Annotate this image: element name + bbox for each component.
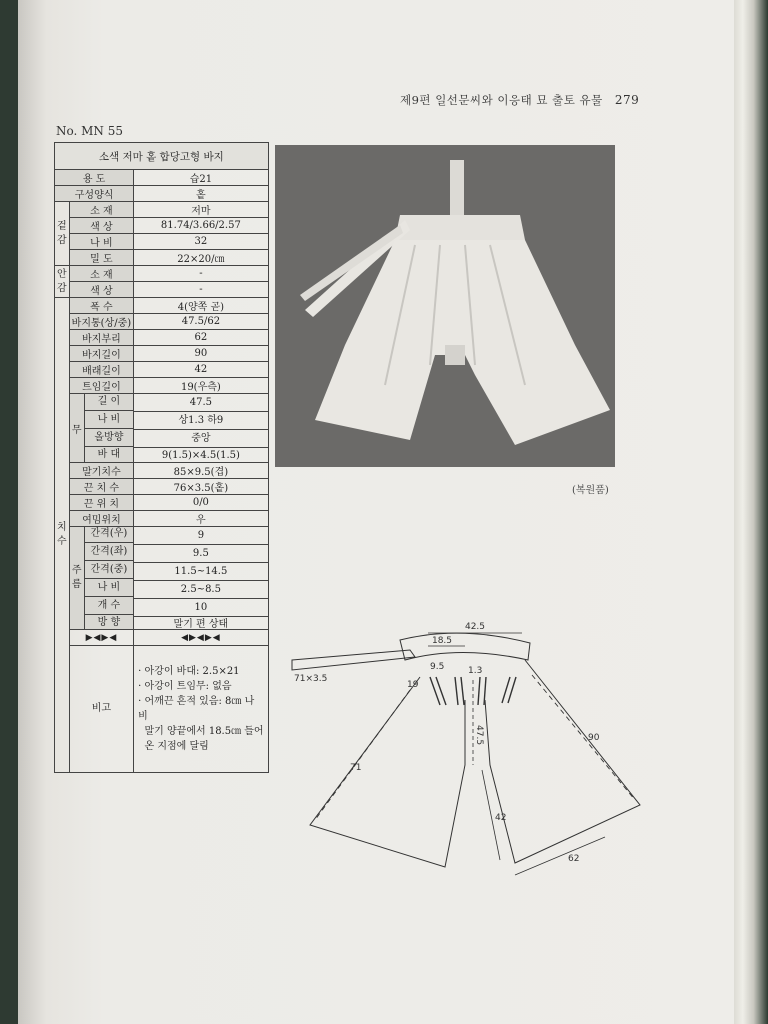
lining-material-label: 소 재	[69, 266, 133, 282]
left-leg-length-label: 71	[350, 763, 362, 773]
record-number: No. MN 55	[56, 124, 124, 138]
hem-dim-line	[515, 837, 605, 875]
gusset-length-label: 47.5	[474, 725, 484, 746]
lining-material-value: -	[134, 266, 268, 282]
remark-line: · 아강이 트임무: 없음	[138, 681, 232, 692]
structure-label: 구성양식	[55, 186, 134, 202]
running-header	[400, 92, 639, 108]
outer-color-value: 81.74/3.66/2.57	[134, 218, 268, 234]
dim-value: 우	[134, 511, 268, 527]
pleat-value: 11.5~14.5	[134, 563, 267, 581]
slit-label: 19	[407, 680, 419, 690]
dim-value: 76×3.5(홑)	[134, 479, 268, 495]
structure-value: 홑	[134, 186, 268, 202]
remarks-text	[134, 646, 268, 773]
pleat-label: 방 향	[97, 617, 121, 628]
gusset-label: 바 대	[97, 449, 121, 460]
usage-value: 습21	[134, 170, 268, 186]
dim-value: 42	[134, 362, 268, 378]
dim-value: 4(양쪽 곧)	[134, 298, 268, 314]
waistband-outline	[400, 633, 530, 660]
book-edge	[732, 0, 768, 1024]
gusset-label: 나 비	[85, 411, 133, 429]
outer-width-value: 32	[134, 234, 268, 250]
dim-value: 90	[134, 346, 268, 362]
right-leg-dim-line	[532, 675, 635, 800]
pleat-label: 간격(좌)	[85, 543, 133, 561]
page-number: 279	[614, 93, 640, 107]
garment-photo	[275, 145, 615, 467]
outer-color-label: 색 상	[69, 218, 133, 234]
strap-offset-label: 18.5	[431, 636, 453, 646]
pleat-value: 10	[134, 599, 267, 617]
waist-height-label: 9.5	[430, 662, 445, 672]
right-leg-outline	[485, 660, 640, 863]
dim-value: 47.5/62	[134, 314, 268, 330]
dim-label: 끈 위 치	[69, 495, 133, 511]
outer-width-label: 나 비	[69, 234, 133, 250]
lining-color-label: 색 상	[69, 282, 133, 298]
dim-label: 여밈위치	[69, 511, 133, 527]
right-leg-length-label: 90	[588, 733, 600, 743]
gusset-subtable-cell	[69, 394, 133, 463]
dim-value: 0/0	[134, 495, 268, 511]
pleat-label: 개 수	[85, 597, 133, 615]
dim-value: 85×9.5(겹)	[134, 463, 268, 479]
specification-table	[54, 142, 269, 773]
gusset-group: 무	[70, 394, 85, 462]
inseam-label: 42	[495, 813, 507, 823]
pleat-values-cell	[134, 527, 268, 630]
dim-label: 바지부리	[69, 330, 133, 346]
outer-material-value: 저마	[134, 202, 268, 218]
gusset-value: 상1.3 하9	[134, 412, 267, 430]
pleat-subtable-cell	[69, 527, 133, 630]
outer-density-label: 밀 도	[69, 250, 133, 266]
dim-value: 62	[134, 330, 268, 346]
trousers-photo-illustration	[275, 145, 615, 467]
waistband-width-label: 42.5	[464, 622, 486, 632]
dim-label: 끈 치 수	[69, 479, 133, 495]
gusset-value: 47.5	[134, 394, 267, 412]
pleat-arrows-left: ▶◀▶◀	[69, 630, 133, 646]
strap-outline	[292, 650, 415, 670]
remark-line: · 어깨끈 흔적 있음: 8㎝ 나비	[138, 696, 255, 722]
pleat-label: 나 비	[85, 579, 133, 597]
table-title: 소색 저마 홑 합당고형 바지	[55, 143, 269, 170]
dim-label: 바지통(상/중)	[69, 314, 133, 330]
outer-density-value: 22×20/㎝	[134, 250, 268, 266]
chapter-title: 제9편 일선문씨와 이응태 묘 출토 유물	[400, 93, 603, 107]
pleat-value: 말기 편 상태	[173, 619, 229, 630]
remark-line: · 아강이 바대: 2.5×21	[138, 666, 240, 677]
lining-color-value: -	[134, 282, 268, 298]
dim-label: 말기치수	[69, 463, 133, 479]
gusset-value: 9(1.5)×4.5(1.5)	[161, 450, 240, 461]
lining-group: 안감	[55, 266, 70, 298]
pattern-diagram	[270, 605, 660, 895]
dim-label: 폭 수	[69, 298, 133, 314]
strap-size-label: 71×3.5	[294, 674, 328, 684]
dim-label: 바지길이	[69, 346, 133, 362]
outer-material-label: 소 재	[69, 202, 133, 218]
pleat-group: 주름	[70, 527, 85, 629]
outer-fabric-group: 겉감	[55, 202, 70, 266]
remark-line: 말기 양끝에서 18.5㎝ 들어	[138, 726, 264, 737]
gusset-value: 중앙	[134, 430, 267, 448]
remarks-group: 비고	[69, 646, 133, 773]
left-leg-outline	[310, 677, 465, 867]
dim-label: 트임길이	[69, 378, 133, 394]
gusset-label: 길 이	[85, 393, 133, 411]
pleat-value: 2.5~8.5	[134, 581, 267, 599]
usage-label: 용 도	[55, 170, 134, 186]
photo-caption: (복원품)	[572, 485, 609, 496]
dim-label: 배래길이	[69, 362, 133, 378]
pleat-label: 간격(중)	[85, 561, 133, 579]
pleat-value: 9	[134, 527, 267, 545]
pleat-value: 9.5	[134, 545, 267, 563]
pleat-label: 간격(우)	[85, 525, 133, 543]
gusset-values-cell	[134, 394, 268, 463]
hem-label: 62	[568, 854, 580, 864]
gusset-label: 올방향	[85, 429, 133, 447]
gusset-top-label: 1.3	[468, 666, 483, 676]
dim-value: 19(우측)	[134, 378, 268, 394]
remark-line: 온 지점에 달림	[138, 741, 209, 752]
pleat-arrows-right: ◀▶◀▶◀	[134, 630, 268, 646]
dimensions-group: 치수	[55, 298, 70, 773]
